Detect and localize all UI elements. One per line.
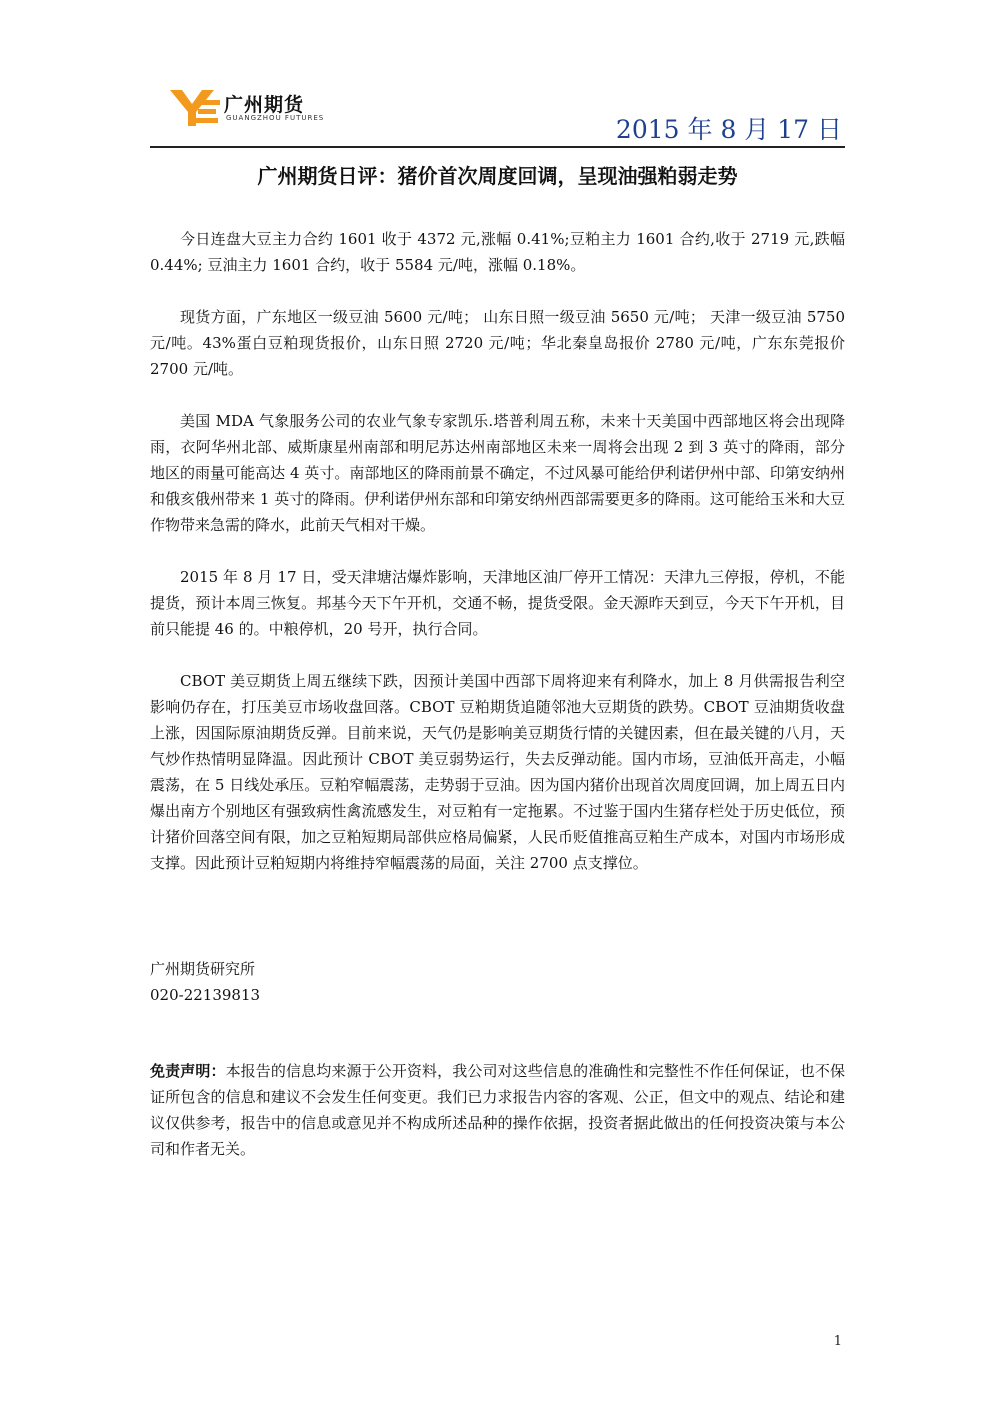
disclaimer-label: 免责声明： [150,1062,226,1080]
header-divider [150,146,845,148]
paragraph-tianjin-plants: 2015 年 8 月 17 日，受天津塘沽爆炸影响，天津地区油厂停开工情况：天津九三停报，停机，不能提货，预计本周三恢复。邦基今天下午开机，交通不畅，提货受限。金天源昨天到豆，今天下午开机，目前只能提 46 的。中粮停机，20 号开，执行合同。 [150,568,845,638]
report-body [150,226,845,902]
paragraph-weather: 美国 MDA 气象服务公司的农业气象专家凯乐.塔普利周五称，未来十天美国中西部地区将会出现降雨，衣阿华州北部、威斯康星州南部和明尼苏达州南部地区未来一周将会出现 2 到 3 英寸的降雨，部分地区的雨量可能高达 4 英寸。南部地区的降雨前景不确定，不过风暴可能给伊利诺伊州中部、印第安纳州和俄亥俄州带来 1 英寸的降雨。伊利诺伊州东部和印第安纳州西部需要更多的降雨。这可能给玉米和大豆作物带来急需的降水，此前天气相对干燥。 [150,412,845,534]
report-title: 广州期货日评：猪价首次周度回调，呈现油强粕弱走势 [257,164,738,188]
paragraph-outlook: CBOT 美豆期货上周五继续下跌，因预计美国中西部下周将迎来有利降水，加上 8 月供需报告利空影响仍存在，打压美豆市场收盘回落。CBOT 豆粕期货追随邻池大豆期货的跌势。CBOT 豆油期货收盘上涨，因国际原油期货反弹。目前来说，天气仍是影响美豆期货行情的关键因素，但在最关键的八月，天气炒作热情明显降温。因此预计 CBOT 美豆弱势运行，失去反弹动能。国内市场，豆油低开高走，小幅震荡，在 5 日线处承压。豆粕窄幅震荡，走势弱于豆油。因为国内猪价出现首次周度回调，加上周五日内爆出南方个别地区有强致病性禽流感发生，对豆粕有一定拖累。不过鉴于国内生猪存栏处于历史低位，预计猪价回落空间有限，加之豆粕短期局部供应格局偏紧，人民币贬值推高豆粕生产成本，对国内市场形成支撑。因此预计豆粕短期内将维持窄幅震荡的局面，关注 2700 点支撑位。 [150,672,845,872]
paragraph-market-close: 今日连盘大豆主力合约 1601 收于 4372 元,涨幅 0.41%;豆粕主力 1601 合约,收于 2719 元,跌幅 0.44%; 豆油主力 1601 合约，收于 5584 元/吨，涨幅 0.18%。 [150,230,845,274]
contact-block [150,956,845,1008]
disclaimer-text: 本报告的信息均来源于公开资料，我公司对这些信息的准确性和完整性不作任何保证，也不保证所包含的信息和建议不会发生任何变更。我们已力求报告内容的客观、公正，但文中的观点、结论和建议仅供参考，报告中的信息或意见并不构成所述品种的操作依据，投资者据此做出的任何投资决策与本公司和作者无关。 [150,1062,845,1158]
company-logo [170,88,370,132]
logo-mark-icon [170,88,222,128]
page-number: 1 [833,1334,842,1349]
logo-text-cn: 广州期货 [224,94,305,116]
logo-text-en: GUANGZHOU FUTURES [226,114,325,122]
contact-phone: 020-22139813 [150,986,261,1004]
disclaimer [150,1058,845,1162]
report-date: 2015 年 8 月 17 日 [615,115,842,144]
paragraph-spot-prices: 现货方面，广东地区一级豆油 5600 元/吨； 山东日照一级豆油 5650 元/吨； 天津一级豆油 5750 元/吨。43%蛋白豆粕现货报价，山东日照 2720 元/吨；华北秦皇岛报价 2780 元/吨，广东东莞报价 2700 元/吨。 [150,308,845,378]
contact-org: 广州期货研究所 [150,960,256,978]
